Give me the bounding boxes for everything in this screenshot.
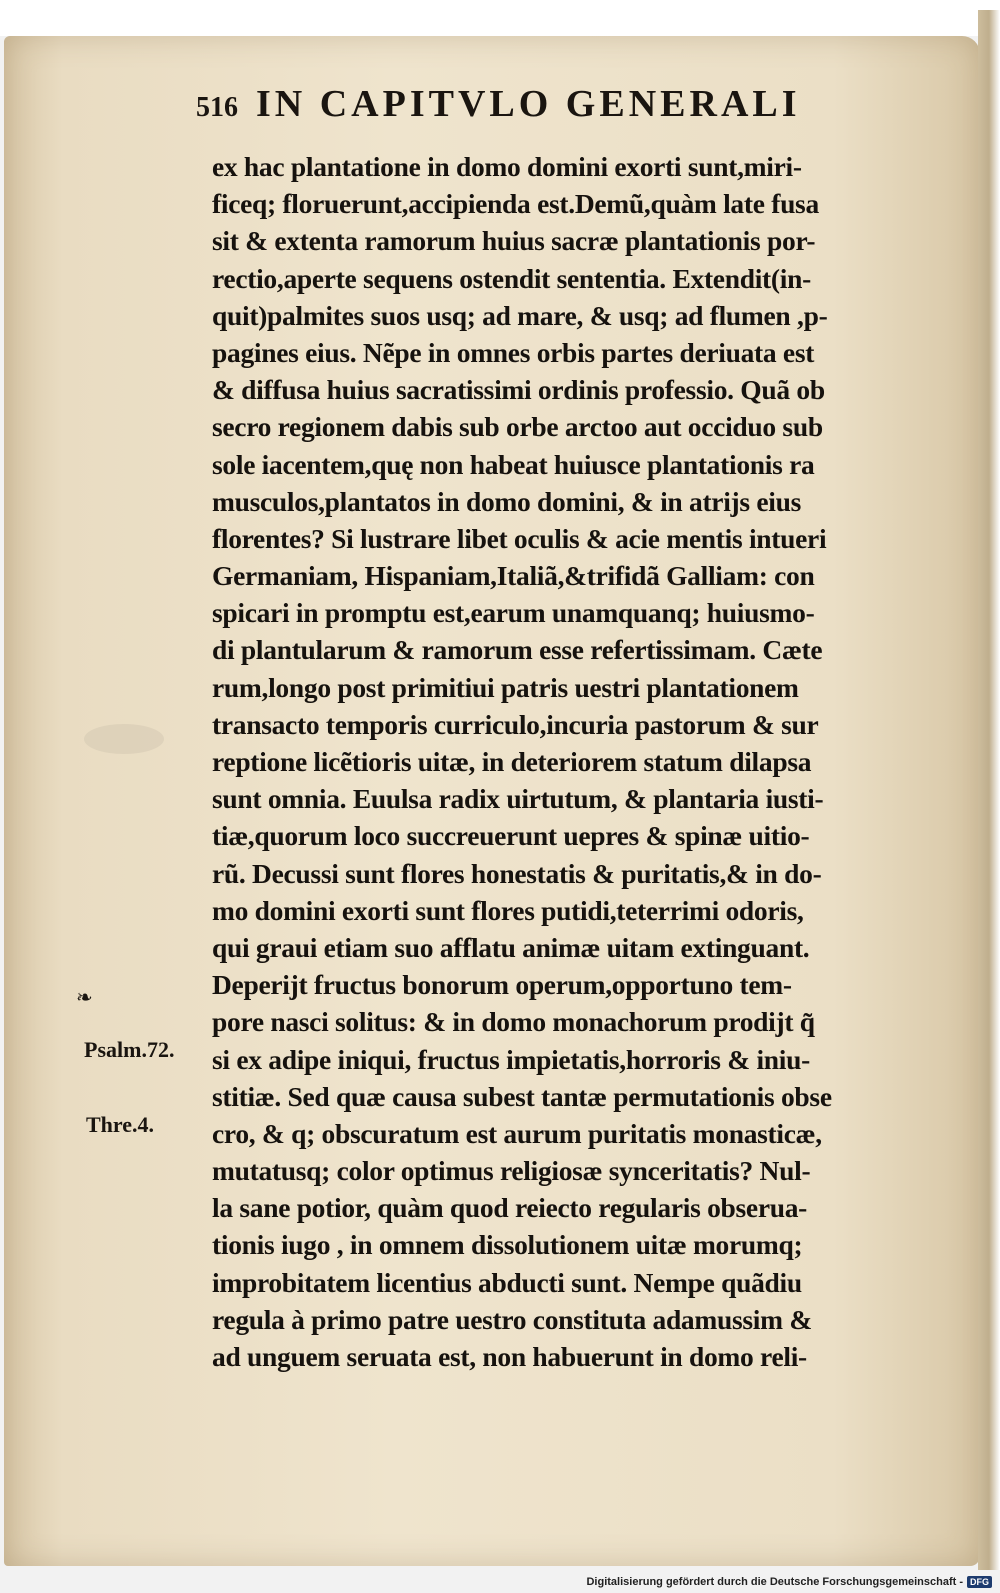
text-line: la sane potior, quàm quod reiecto regularis obserua- [212, 1192, 808, 1224]
text-line: mutatusq; color optimus religiosæ synceritatis? Nul- [212, 1155, 811, 1187]
text-line: regula à primo patre uestro constituta adamussim & [212, 1303, 812, 1335]
text-line: sunt omnia. Euulsa radix uirtutum, & plantaria iusti- [212, 783, 824, 815]
text-line: ficeq; floruerunt,accipienda est.Demũ,quàm late fusa [212, 188, 819, 220]
text-line: sole iacentem,quę non habeat huiusce plantationis ra [212, 448, 815, 480]
dfg-logo-icon: DFG [967, 1576, 992, 1588]
text-line: rum,longo post primitiui patris uestri plantationem [212, 671, 799, 703]
scan-top-margin [0, 0, 1000, 36]
body-text [212, 148, 930, 1375]
text-line: cro, & q; obscuratum est aurum puritatis monasticæ, [212, 1117, 822, 1149]
text-line: si ex adipe iniqui, fructus impietatis,horroris & iniu- [212, 1043, 810, 1075]
footer-credit [560, 1573, 992, 1591]
text-line: stitiæ. Sed quæ causa subest tantæ permutationis obse [212, 1080, 832, 1112]
text-line: sit & extenta ramorum huius sacræ plantationis por- [212, 225, 816, 257]
text-line: quit)palmites suos usq; ad mare, & usq; ad flumen ,p- [212, 299, 828, 331]
text-line: tiæ,quorum loco succreuerunt uepres & spinæ uitio- [212, 820, 810, 852]
text-line: improbitatem licentius abducti sunt. Nempe quãdiu [212, 1266, 802, 1298]
text-line: pagines eius. Nẽpe in omnes orbis partes deriuata est [212, 336, 815, 368]
text-line: musculos,plantatos in domo domini, & in atrijs eius [212, 485, 802, 517]
text-line: Germaniam, Hispaniam,Italiã,&trifidã Galliam: con [212, 560, 815, 592]
text-line: mo domini exorti sunt flores putidi,teterrimi odoris, [212, 894, 804, 926]
text-line: di plantularum & ramorum esse refertissimam. Cæte [212, 634, 823, 666]
margin-note-threni: Thre.4. [86, 1112, 155, 1137]
text-line: rectio,aperte sequens ostendit sententia. Extendit(in- [212, 262, 811, 294]
page-header [196, 82, 896, 128]
text-line: & diffusa huius sacratissimi ordinis professio. Quã ob [212, 374, 825, 406]
text-line: tionis iugo , in omnem dissolutionem uitæ morumq; [212, 1229, 803, 1261]
text-line: transacto temporis curriculo,incuria pastorum & sur [212, 708, 819, 740]
text-line: spicari in promptu est,earum unamquanq; huiusmo- [212, 597, 815, 629]
page-right-edge [978, 10, 1000, 1570]
text-line: pore nasci solitus: & in domo monachorum prodijt q̃ [212, 1006, 815, 1038]
text-line: ex hac plantatione in domo domini exorti sunt,miri- [212, 151, 802, 182]
page-number: 516 [196, 92, 238, 123]
running-head: IN CAPITVLO GENERALI [256, 83, 801, 125]
margin-note-psalm: Psalm.72. [84, 1037, 175, 1062]
text-line: rũ. Decussi sunt flores honestatis & puritatis,& in do- [212, 857, 822, 889]
text-line: ad unguem seruata est, non habuerunt in domo reli- [212, 1341, 807, 1372]
text-line: florentes? Si lustrare libet oculis & acie mentis intueri [212, 522, 827, 554]
footer-credit-text: Digitalisierung gefördert durch die Deutsche Forschungsgemeinschaft - [586, 1576, 963, 1588]
margin-mark-icon: ❧ [76, 987, 93, 1009]
page-stain [84, 724, 164, 754]
text-line: qui graui etiam suo afflatu animæ uitam extinguant. [212, 931, 810, 963]
text-line: reptione licẽtioris uitæ, in deteriorem statum dilapsa [212, 746, 812, 777]
text-line: Deperijt fructus bonorum operum,opportuno tem- [212, 969, 792, 1001]
text-line: secro regionem dabis sub orbe arctoo aut occiduo sub [212, 411, 823, 443]
